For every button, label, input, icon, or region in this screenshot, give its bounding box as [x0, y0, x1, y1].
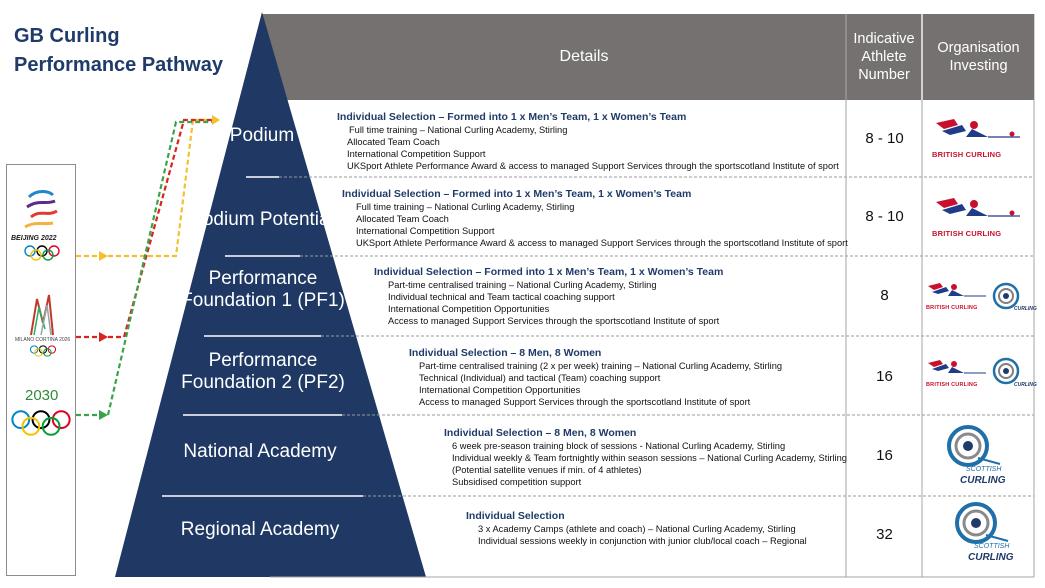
milano-cortina-text: MILANO CORTINA 2026	[15, 337, 71, 343]
detail-line: Subsidised competition support	[452, 477, 582, 487]
athlete-number-pf2: 16	[876, 368, 893, 385]
detail-line: Part-time centralised training (2 x per week) training – National Curling Academy, Stirling	[419, 361, 783, 371]
british-curling-logo	[932, 194, 1024, 242]
selection-text: Individual Selection – Formed into 1 x Men’s Team, 1 x Women’s Team	[342, 188, 692, 200]
year-2030-label: 2030	[25, 387, 59, 404]
beijing-2022-text: BEIJING 2022	[11, 235, 57, 242]
detail-line: Allocated Team Coach	[356, 214, 449, 224]
organisation-header-label: Organisation Investing	[937, 40, 1020, 74]
scottish-text: SCOTTISH	[974, 543, 1010, 550]
details-national-academy	[444, 426, 847, 488]
detail-line: (Potential satellite venues if min. of 4 athletes)	[452, 465, 642, 475]
organisation-header	[923, 14, 1034, 100]
british-curling-logo	[932, 115, 1024, 163]
selection-text: Individual Selection – Formed into 1 x Men’s Team, 1 x Women’s Team	[337, 111, 687, 123]
detail-line: Individual sessions weekly in conjunction with junior club/local coach – Regional	[478, 536, 807, 546]
selection-text: Individual Selection – 8 Men, 8 Women	[444, 427, 637, 439]
olympic-rings-icon	[23, 245, 61, 261]
detail-line: Allocated Team Coach	[347, 137, 440, 147]
beijing-2022-emblem	[21, 187, 61, 231]
tier-label-regional-academy: Regional Academy	[180, 519, 340, 540]
detail-line: Part-time centralised training – National Curling Academy, Stirling	[388, 280, 657, 290]
combined-logos-pf1	[926, 280, 1037, 320]
detail-line: Access to managed Support Services through the sportscotland Institute of sport	[419, 397, 751, 407]
athlete-number-podium: 8 - 10	[865, 130, 904, 147]
combined-logos-pf2	[926, 357, 1037, 397]
scottish-curling-emblem	[954, 501, 1018, 545]
detail-line: International Competition Support	[347, 149, 486, 159]
detail-line: International Competition Opportunities	[388, 304, 550, 314]
detail-line: UKSport Athlete Performance Award & access to managed Support Services through the sportscotland Institute of sport	[347, 161, 839, 171]
scottish-curling-logo	[954, 501, 1020, 571]
british-curling-emblem	[932, 115, 1024, 145]
details-podium	[337, 110, 839, 172]
milano-cortina-2026-emblem	[27, 293, 57, 337]
title-line-2: Performance Pathway	[14, 54, 223, 76]
detail-line: Full time training – National Curling Academy, Stirling	[356, 202, 575, 212]
scottish-curling-emblem	[946, 424, 1010, 468]
british-curling-text: BRITISH CURLING	[932, 229, 1002, 238]
detail-line: Access to managed Support Services through the sportscotland Institute of sport	[388, 316, 720, 326]
scottish-curling-logo	[946, 424, 1010, 490]
detail-line: 6 week pre-season training block of sessions - National Curling Academy, Stirling	[452, 441, 786, 451]
athlete-number-regional-academy: 32	[876, 526, 893, 543]
selection-text: Individual Selection – 8 Men, 8 Women	[409, 347, 602, 359]
tier-label-podium-potential: Podium Potential	[190, 209, 334, 230]
details-pf2	[409, 346, 782, 408]
olympic-games-box	[6, 164, 76, 576]
detail-line: UKSport Athlete Performance Award & access to managed Support Services through the sportscotland Institute of sport	[356, 238, 848, 248]
detail-line: International Competition Support	[356, 226, 495, 236]
curling-text: CURLING	[968, 552, 1014, 563]
title-line-1: GB Curling	[14, 25, 120, 47]
selection-text: Individual Selection	[466, 510, 565, 522]
british-curling-text: BRITISH CURLING	[932, 150, 1002, 159]
athlete-number-header	[847, 14, 921, 100]
details-podium-potential	[342, 187, 848, 249]
british-curling-text: BRITISH CURLING	[926, 305, 978, 311]
tier-label-national-academy: National Academy	[183, 441, 337, 462]
athlete-number-national-academy: 16	[876, 447, 893, 464]
curling-text: CURLING	[960, 475, 1006, 486]
tier-label-podium: Podium	[229, 125, 295, 146]
details-header-label: Details	[559, 48, 609, 65]
selection-text: Individual Selection – Formed into 1 x Men’s Team, 1 x Women’s Team	[374, 266, 724, 278]
details-header	[262, 14, 846, 100]
details-pf1	[374, 265, 723, 327]
scottish-text: SCOTTISH	[966, 466, 1002, 473]
tier-label-pf1: Performance Foundation 1 (PF1)	[181, 268, 345, 311]
detail-line: Individual weekly & Team fortnightly within season sessions – National Curling Academy, Stirling	[452, 453, 847, 463]
scottish-curling-text: CURLING	[1014, 382, 1037, 388]
british-curling-emblem	[932, 194, 1024, 224]
olympic-rings-icon	[9, 409, 73, 437]
athlete-number-podium-potential: 8 - 10	[865, 208, 904, 225]
detail-line: Full time training – National Curling Academy, Stirling	[349, 125, 568, 135]
british-curling-text: BRITISH CURLING	[926, 382, 978, 388]
scottish-curling-text: CURLING	[1014, 306, 1037, 312]
detail-line: International Competition Opportunities	[419, 385, 581, 395]
detail-line: 3 x Academy Camps (athlete and coach) – National Curling Academy, Stirling	[478, 524, 796, 534]
olympic-rings-icon	[29, 345, 57, 357]
details-regional-academy	[466, 509, 807, 547]
detail-line: Individual technical and Team tactical coaching support	[388, 292, 615, 302]
british-curling-emblem	[926, 357, 988, 377]
athlete-number-pf1: 8	[880, 287, 889, 304]
detail-line: Technical (Individual) and tactical (Team) coaching support	[419, 373, 661, 383]
british-curling-emblem	[926, 280, 988, 300]
yellow-arrow	[76, 120, 212, 256]
scottish-curling-emblem	[992, 357, 1020, 385]
athlete-number-header-label: Indicative Athlete Number	[853, 31, 915, 83]
tier-label-pf2: Performance Foundation 2 (PF2)	[181, 350, 345, 393]
